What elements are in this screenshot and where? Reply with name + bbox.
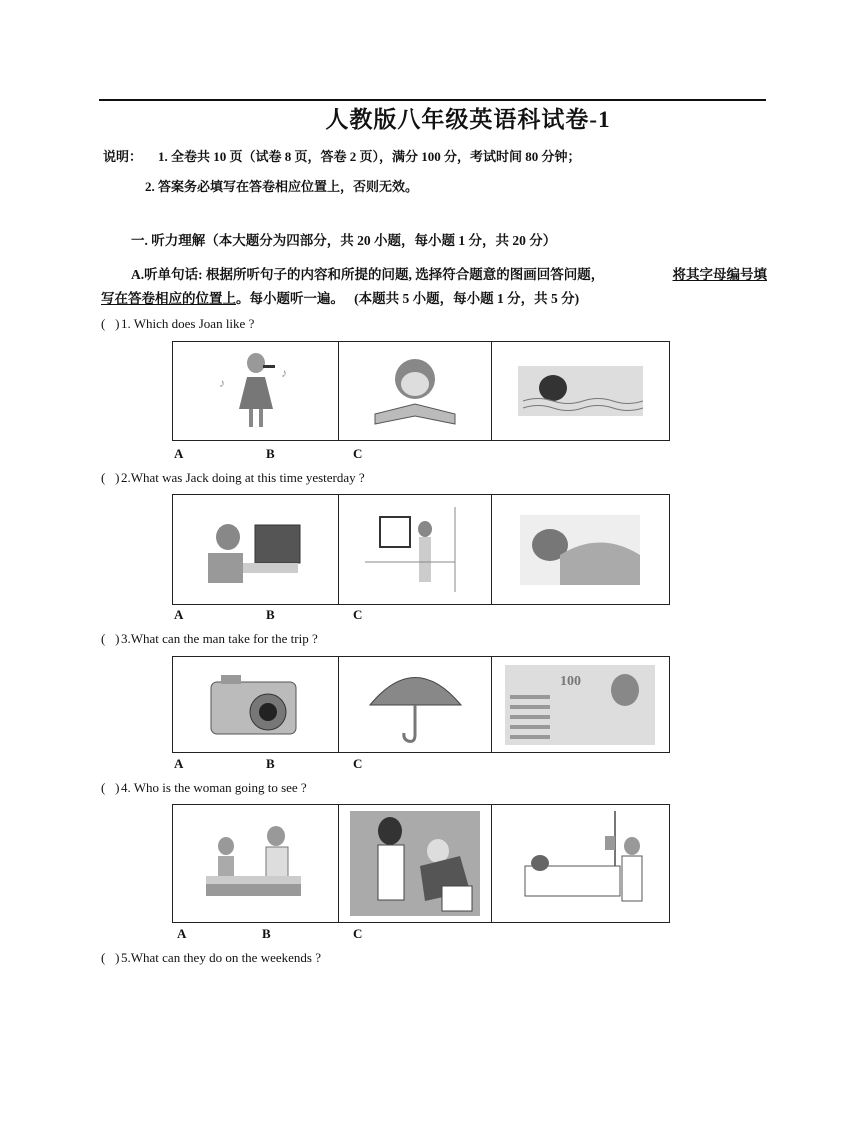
boy-shower-icon	[365, 507, 465, 592]
answer-bracket[interactable]: ( )	[101, 316, 120, 331]
note-2: 2. 答案务必填写在答卷相应位置上，否则无效。	[145, 179, 419, 194]
nurse-icon	[510, 811, 650, 916]
option-b-image[interactable]	[339, 495, 491, 604]
umbrella-icon	[368, 665, 463, 745]
doctor-icon	[206, 821, 306, 906]
option-b-image[interactable]	[339, 657, 491, 752]
section-heading: 一. 听力理解（本大题分为四部分，共 20 小题，每小题 1 分，共 20 分）	[131, 233, 557, 248]
svg-text:♪: ♪	[218, 375, 225, 390]
svg-text:100: 100	[560, 673, 582, 689]
part-a-intro-line1	[131, 263, 771, 283]
question-1: ( ) 1. Which does Joan like ?	[101, 316, 255, 331]
girl-reading-icon	[365, 354, 465, 429]
page-title: 人教版八年级英语科试卷-1	[325, 107, 611, 132]
question-3-options	[172, 656, 670, 753]
part-a-score: (本题共 5 小题，每小题 1 分，共 5 分)	[354, 291, 580, 306]
question-2: ( ) 2.What was Jack doing at this time yesterday ?	[101, 470, 365, 485]
option-b-image[interactable]	[339, 342, 491, 440]
option-a-image[interactable]	[173, 495, 339, 604]
part-a-intro-start: A.听单句话: 根据所听句子的内容和所提的问题, 选择符合题意的图画回答问题，	[131, 267, 605, 282]
camera-icon	[206, 667, 306, 742]
answer-bracket[interactable]: ( )	[101, 780, 120, 795]
question-1-options	[172, 341, 670, 441]
option-a-image[interactable]	[173, 657, 339, 752]
question-5: ( ) 5.What can they do on the weekends ?	[101, 950, 321, 965]
girl-singing-icon	[211, 349, 301, 434]
girl-swimming-icon	[518, 366, 643, 416]
option-c-image[interactable]	[492, 342, 669, 440]
boy-sleeping-icon	[520, 515, 640, 585]
option-a-image[interactable]	[173, 805, 339, 922]
part-a-intro-line2: 写在答卷相应的位置上。每小题听一遍。 (本题共 5 小题，每小题 1 分，共 5 分)	[101, 291, 580, 306]
notes-label: 说明：	[103, 149, 143, 164]
question-2-options	[172, 494, 670, 605]
option-c-image[interactable]	[492, 495, 669, 604]
svg-text:♪: ♪	[280, 365, 287, 380]
answer-bracket[interactable]: ( )	[101, 631, 120, 646]
dentist-icon	[350, 811, 480, 916]
money-icon	[505, 665, 655, 745]
question-4: ( ) 4. Who is the woman going to see ?	[101, 780, 307, 795]
option-a-image[interactable]	[173, 342, 339, 440]
option-c-image[interactable]	[492, 805, 669, 922]
note-1: 1. 全卷共 10 页（试卷 8 页，答卷 2 页），满分 100 分，考试时间 80 分钟；	[158, 149, 581, 164]
part-a-intro-underlined-2: 写在答卷相应的位置上	[101, 291, 236, 306]
question-3: ( ) 3.What can the man take for the trip ?	[101, 631, 318, 646]
option-c-image[interactable]	[492, 657, 669, 752]
option-b-image[interactable]	[339, 805, 491, 922]
answer-bracket[interactable]: ( )	[101, 470, 120, 485]
part-a-intro-underlined-1: 将其字母编号填	[672, 267, 767, 282]
question-4-options	[172, 804, 670, 923]
boy-computer-icon	[203, 515, 308, 585]
answer-bracket[interactable]: ( )	[101, 950, 120, 965]
